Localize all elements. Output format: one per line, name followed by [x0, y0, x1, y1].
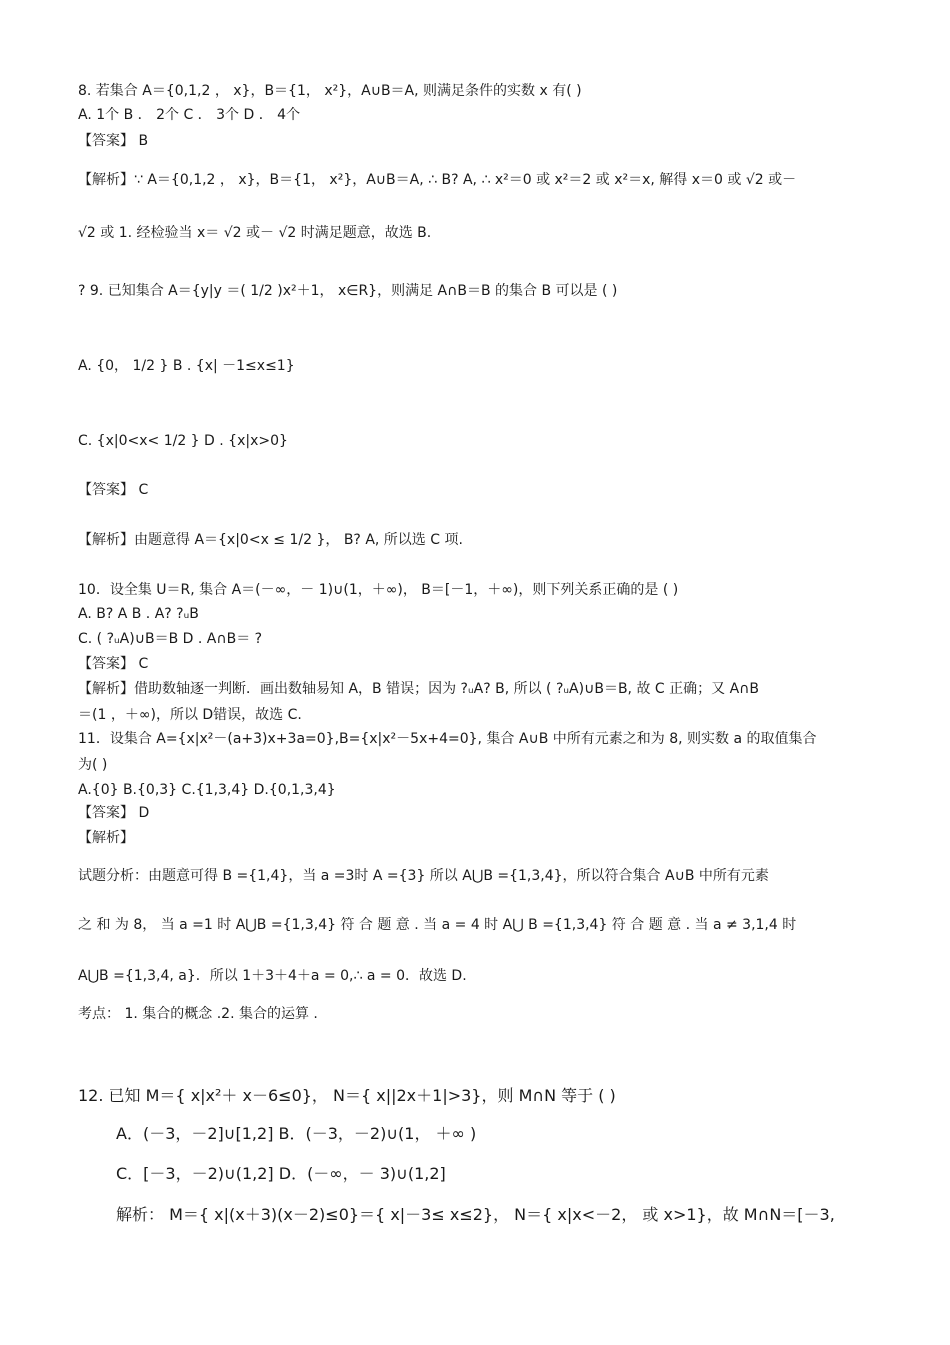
q9-options-cd: C. {x|0<x< 1/2 } D . {x|x>0}	[78, 433, 288, 449]
q10-analysis-line-2: ＝(1 ，＋∞)，所以 D错误，故选 C.	[78, 707, 302, 723]
q12-analysis: 解析： M＝{ x|(x＋3)(x－2)≤0}＝{ x|－3≤ x≤2}， N＝{ x|x<－2， 或 x>1}，故 M∩N＝[－3,	[116, 1205, 835, 1224]
q11-knowledge-points: 考点： 1. 集合的概念 .2. 集合的运算 .	[78, 1006, 318, 1022]
q9-options-ab: A. {0， 1/2 } B . {x| －1≤x≤1}	[78, 358, 295, 374]
q11-analysis-label: 【解析】	[78, 830, 134, 846]
q12-options-ab: A．(－3，－2]∪[1,2] B．(－3，－2)∪(1， ＋∞ )	[116, 1124, 477, 1143]
q12-options-cd: C．[－3，－2)∪(1,2] D．(－∞，－ 3)∪(1,2]	[116, 1164, 446, 1183]
q8-stem: 8. 若集合 A＝{0,1,2 ， x}，B＝{1， x²}，A∪B＝A, 则满足条件的实数 x 有( )	[78, 83, 582, 99]
q9-stem: ? 9. 已知集合 A＝{y|y ＝( 1/2 )x²＋1， x∈R}，则满足 A∩B＝B 的集合 B 可以是 ( )	[78, 283, 618, 299]
q11-answer: 【答案】 D	[78, 805, 150, 821]
q8-analysis-line-2: √2 或 1. 经检验当 x＝ √2 或－ √2 时满足题意，故选 B.	[78, 225, 432, 241]
q10-options-ab: A. B? A B . A? ?ᵤB	[78, 606, 199, 622]
q10-options-cd: C. ( ?ᵤA)∪B＝B D . A∩B＝ ?	[78, 631, 263, 647]
q10-answer: 【答案】 C	[78, 656, 149, 672]
q11-stem-line-1: 11．设集合 A={x|x²－(a+3)x+3a=0},B={x|x²－5x+4=0}, 集合 A∪B 中所有元素之和为 8, 则实数 a 的取值集合	[78, 731, 817, 747]
q11-analysis-line-1: 试题分析：由题意可得 B ={1,4}，当 a =3时 A ={3} 所以 A⋃B ={1,3,4}，所以符合集合 A∪B 中所有元素	[78, 868, 769, 884]
q9-answer: 【答案】 C	[78, 482, 149, 498]
q12-stem: 12. 已知 M＝{ x|x²＋ x－6≤0}， N＝{ x||2x＋1|>3}，则 M∩N 等于 ( )	[78, 1086, 616, 1105]
q11-options: A.{0} B.{0,3} C.{1,3,4} D.{0,1,3,4}	[78, 782, 336, 798]
q8-options: A. 1个 B ． 2个 C ． 3个 D ． 4个	[78, 107, 301, 123]
q10-analysis-line-1: 【解析】借助数轴逐一判断．画出数轴易知 A，B 错误；因为 ?ᵤA? B, 所以 ( ?ᵤA)∪B＝B, 故 C 正确；又 A∩B	[78, 681, 760, 697]
q8-answer: 【答案】 B	[78, 133, 149, 149]
q11-analysis-line-2: 之 和 为 8， 当 a =1 时 A⋃B ={1,3,4} 符 合 题 意 . 当 a = 4 时 A⋃ B ={1,3,4} 符 合 题 意 . 当 a ≠ 3,1,4 时	[78, 917, 797, 933]
q10-stem: 10．设全集 U＝R, 集合 A＝(－∞，－ 1)∪(1，＋∞)， B＝[－1，＋∞)，则下列关系正确的是 ( )	[78, 582, 679, 598]
q8-analysis-line-1: 【解析】∵ A＝{0,1,2 ， x}，B＝{1， x²}，A∪B＝A, ∴ B? A, ∴ x²＝0 或 x²＝2 或 x²＝x, 解得 x＝0 或 √2 或－	[78, 172, 797, 188]
q11-analysis-line-3: A⋃B ={1,3,4, a}．所以 1＋3＋4＋a = 0,∴ a = 0．故选 D.	[78, 968, 467, 984]
q11-stem-line-2: 为( )	[78, 757, 108, 773]
q9-analysis: 【解析】由题意得 A＝{x|0<x ≤ 1/2 }， B? A, 所以选 C 项.	[78, 532, 463, 548]
